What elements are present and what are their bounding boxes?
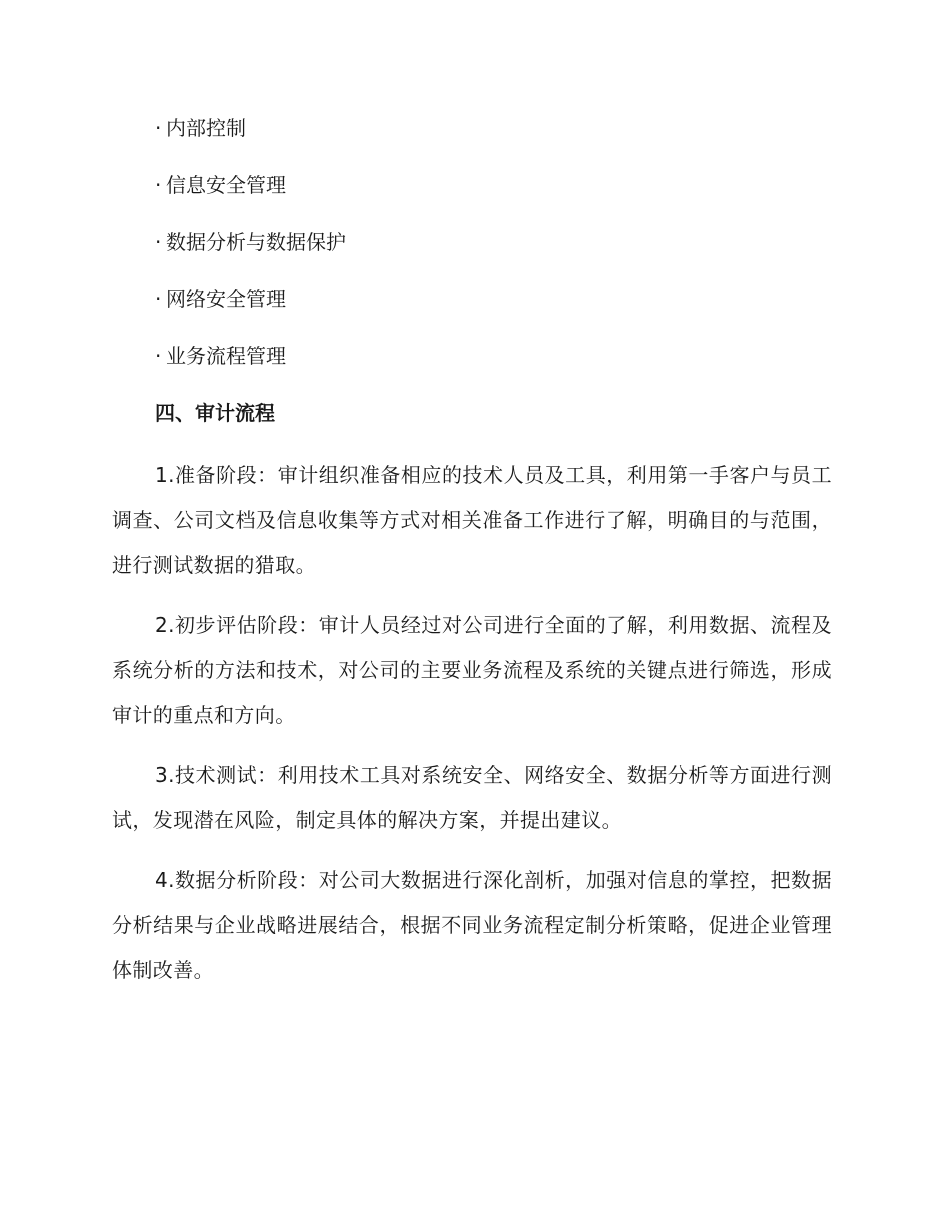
paragraph-initial-assessment: 2.初步评估阶段：审计人员经过对公司进行全面的了解，利用数据、流程及系统分析的方法和技术，对公司的主要业务流程及系统的关键点进行筛选，形成审计的重点和方向。: [112, 613, 832, 727]
audit-scope-list: [112, 108, 832, 376]
list-item-text: 内部控制: [166, 116, 246, 140]
list-item: [112, 165, 832, 205]
paragraph-data-analysis: 4.数据分析阶段：对公司大数据进行深化剖析，加强对信息的掌控，把数据分析结果与企业战略进展结合，根据不同业务流程定制分析策略，促进企业管理体制改善。: [112, 868, 832, 982]
bullet-icon: ·: [155, 116, 162, 140]
list-item: [112, 108, 832, 148]
paragraph-preparation: 1.准备阶段：审计组织准备相应的技术人员及工具，利用第一手客户与员工调查、公司文档及信息收集等方式对相关准备工作进行了解，明确目的与范围，进行测试数据的猎取。: [112, 463, 832, 577]
paragraph-technical-testing: 3.技术测试：利用技术工具对系统安全、网络安全、数据分析等方面进行测试，发现潜在风险，制定具体的解决方案，并提出建议。: [112, 763, 832, 832]
list-item-text: 网络安全管理: [166, 287, 286, 311]
bullet-icon: ·: [155, 230, 162, 254]
bullet-icon: ·: [155, 173, 162, 197]
list-item-text: 数据分析与数据保护: [166, 230, 346, 254]
list-item: [112, 336, 832, 376]
bullet-icon: ·: [155, 287, 162, 311]
list-item-text: 信息安全管理: [166, 173, 286, 197]
section-heading: 四、审计流程: [155, 401, 275, 425]
document-body: [112, 108, 832, 1008]
list-item: [112, 222, 832, 262]
list-item-text: 业务流程管理: [166, 344, 286, 368]
bullet-icon: ·: [155, 344, 162, 368]
list-item: [112, 279, 832, 319]
